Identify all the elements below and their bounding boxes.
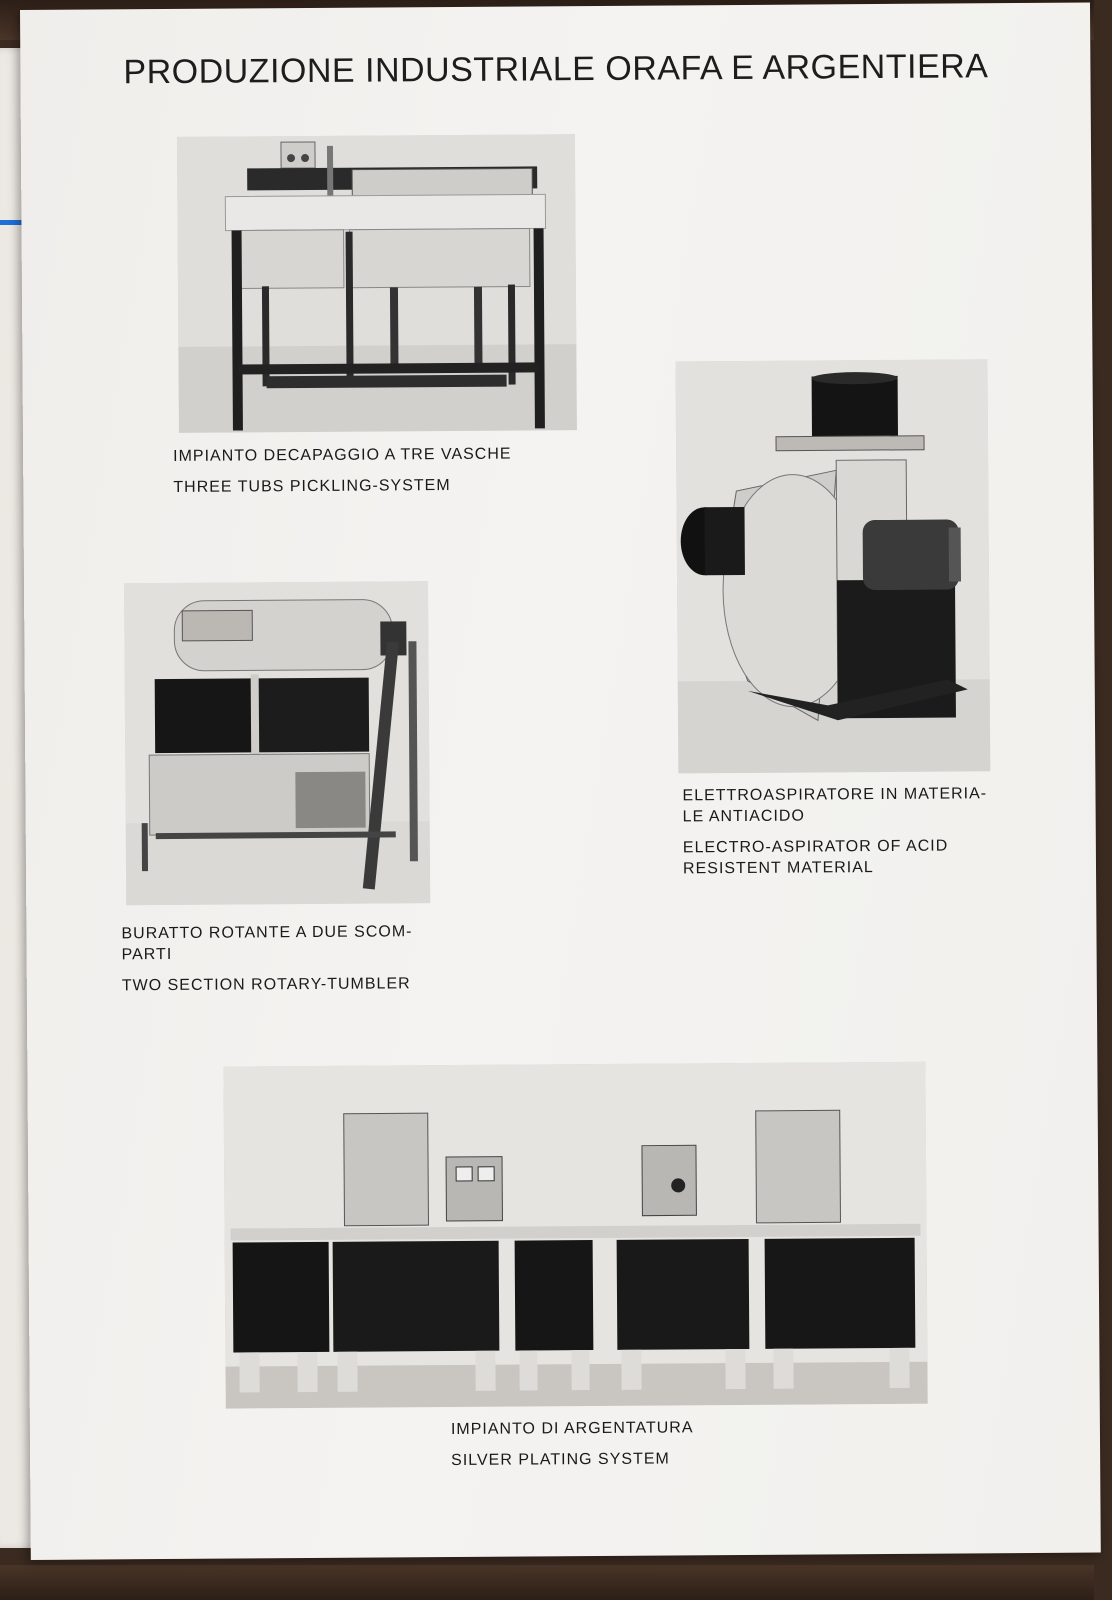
caption-italian-line2: LE ANTIACIDO (682, 807, 805, 826)
photo-electro-aspirator (675, 359, 990, 773)
caption-silver-plating-system (451, 1417, 694, 1471)
caption-italian-line2: PARTI (121, 945, 173, 964)
caption-english-line1 (683, 835, 988, 858)
caption-english: SILVER PLATING SYSTEM (451, 1450, 670, 1470)
caption-italian: IMPIANTO DECAPAGGIO A TRE VASCHE (173, 445, 512, 465)
caption-italian: IMPIANTO DI ARGENTATURA (450, 1419, 694, 1439)
caption-english-line2: RESISTENT MATERIAL (682, 859, 874, 878)
caption-english-word3: ACID (905, 837, 949, 855)
caption-english: TWO SECTION ROTARY-TUMBLER (121, 975, 411, 995)
table-surface-bottom (0, 1565, 1112, 1600)
caption-english-word1: ELECTRO-ASPIRATOR (682, 838, 872, 857)
photo-rotary-tumbler (124, 581, 430, 905)
photo-silver-plating-system (223, 1062, 927, 1409)
caption-italian-line1: ELETTROASPIRATORE IN MATERIA- (682, 785, 988, 805)
caption-english: THREE TUBS PICKLING-SYSTEM (173, 477, 451, 496)
caption-italian-line1: BURATTO ROTANTE A DUE SCOM- (121, 923, 413, 943)
caption-pickling-system (173, 444, 512, 498)
photo-pickling-system (177, 134, 577, 433)
caption-electro-aspirator (682, 783, 988, 879)
caption-rotary-tumbler (121, 921, 413, 996)
caption-english-word2: OF (877, 837, 902, 856)
page-title: PRODUZIONE INDUSTRIALE ORAFA E ARGENTIERA (123, 47, 989, 92)
brochure-page (20, 3, 1101, 1560)
